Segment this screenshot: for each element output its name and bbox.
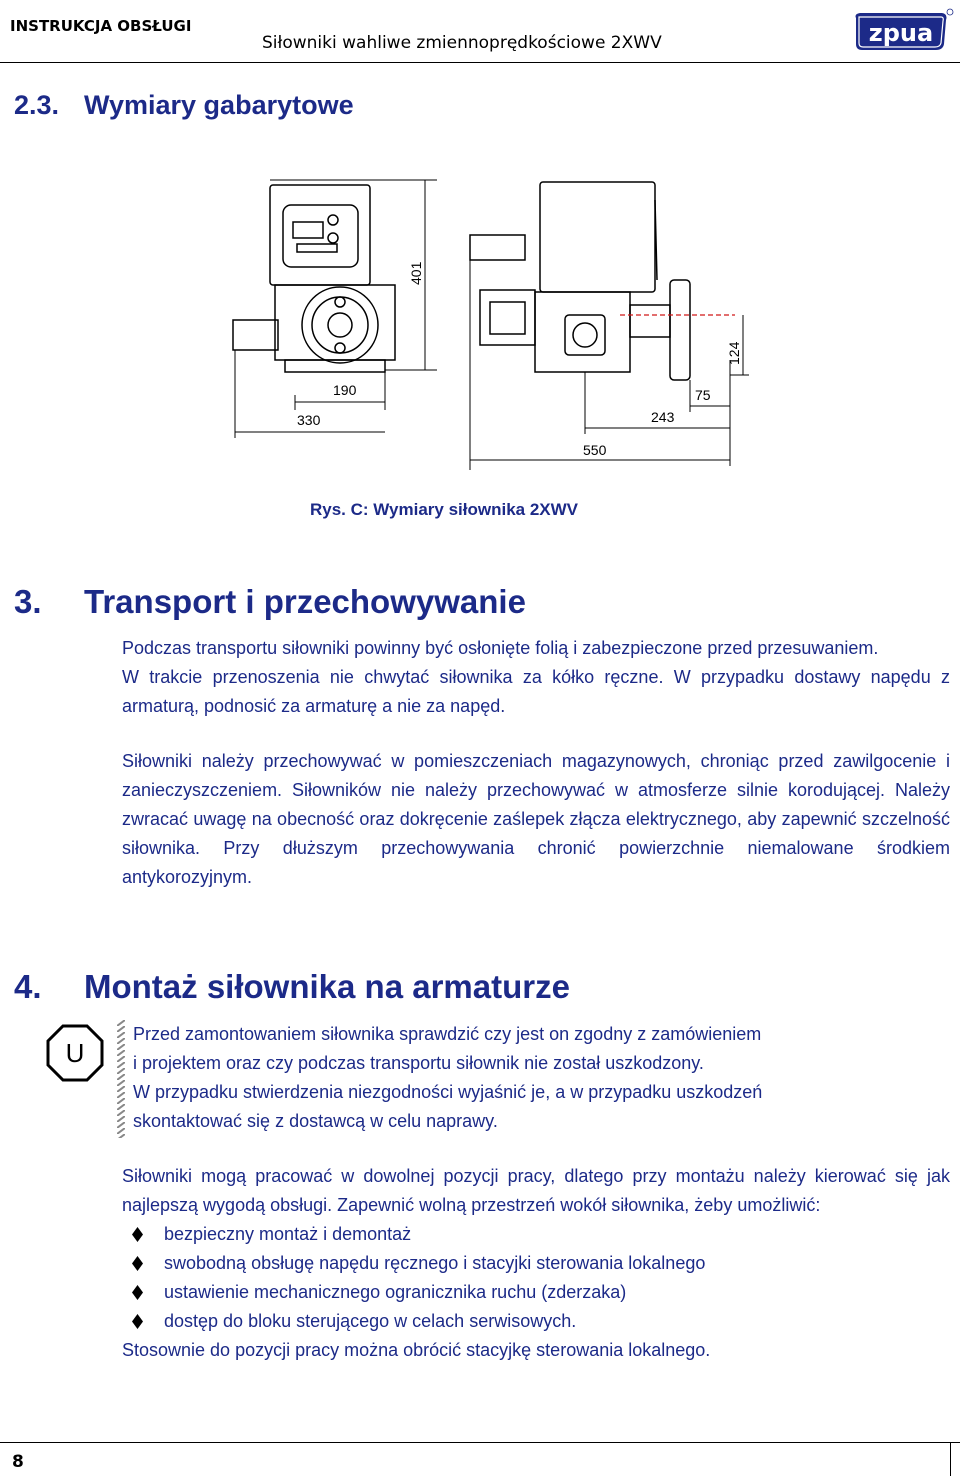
paragraph: Siłowniki należy przechowywać w pomieszczeniach magazynowych, chroniąc przed zawilgocenie i zanieczyszczeniem. Siłowników nie należy przechowywać w atmosferze silnie korodującej. Należy zwracać uwagę na obecność oraz dokręcenie zaślepek złącza elektrycznego, aby zapewnić szczelność siłownika. Przy dłuższym przechowywania chronić powierzchnie niemalowane środkiem antykorozyjnym.	[122, 751, 950, 887]
section-4-body	[122, 1162, 950, 1365]
section-number: 4.	[14, 968, 42, 1005]
figure-caption: Rys. C: Wymiary siłownika 2XWV	[310, 500, 578, 519]
header-doc-title: Siłowniki wahliwe zmiennoprędkościowe 2XWV	[262, 33, 662, 53]
diamond-bullet-icon	[132, 1227, 143, 1242]
list-item-text: dostęp do bloku sterującego w celach serwisowych.	[164, 1311, 577, 1331]
actuator-dimension-drawing	[225, 170, 765, 470]
note-hatch-bar	[117, 1020, 125, 1138]
paragraph: Siłowniki mogą pracować w dowolnej pozycji pracy, dlatego przy montażu należy kierować się jak najlepszą wygodą obsługi. Zapewnić wolną przestrzeń wokół siłownika, żeby umożliwić:	[122, 1166, 950, 1215]
header-rule	[0, 62, 960, 63]
list-item	[122, 1307, 950, 1336]
dim-550: 550	[583, 442, 607, 458]
logo-text: zpua	[868, 19, 934, 47]
diamond-bullet-icon	[132, 1285, 143, 1300]
note-line: skontaktować się z dostawcą w celu naprawy.	[133, 1111, 498, 1131]
footer-rule	[0, 1442, 960, 1443]
list-item	[122, 1278, 950, 1307]
dim-75: 75	[695, 387, 711, 403]
footer-rule-vertical	[950, 1442, 951, 1476]
warning-octagon-icon	[46, 1024, 104, 1082]
header-doc-type: INSTRUKCJA OBSŁUGI	[10, 17, 192, 35]
dim-330: 330	[297, 412, 321, 428]
page-number: 8	[12, 1452, 24, 1472]
note-text	[133, 1020, 913, 1136]
list-item	[122, 1220, 950, 1249]
list-item-text: bezpieczny montaż i demontaż	[164, 1224, 412, 1244]
section-heading-4	[14, 968, 570, 1006]
zpua-logo	[848, 8, 954, 56]
dim-243: 243	[651, 409, 675, 425]
note-line: Przed zamontowaniem siłownika sprawdzić czy jest on zgodny z zamówieniem	[133, 1024, 762, 1044]
side-view	[470, 182, 749, 470]
list-item-text: ustawienie mechanicznego ogranicznika ruchu (zderzaka)	[164, 1282, 627, 1302]
dim-401: 401	[408, 261, 424, 285]
paragraph: Stosownie do pozycji pracy można obrócić stacyjkę sterowania lokalnego.	[122, 1340, 711, 1360]
front-view	[233, 180, 437, 438]
section-number: 3.	[14, 583, 42, 620]
section-title: Transport i przechowywanie	[84, 583, 526, 620]
list-item	[122, 1249, 950, 1278]
diamond-bullet-icon	[132, 1256, 143, 1271]
section-title: Wymiary gabarytowe	[84, 90, 354, 120]
paragraph: W trakcie przenoszenia nie chwytać siłownika za kółko ręczne. W przypadku dostawy napędu z armaturą, podnosić za armaturę a nie za napęd.	[122, 667, 950, 716]
dim-190: 190	[333, 382, 357, 398]
paragraph: Podczas transportu siłowniki powinny być osłonięte folią i zabezpieczone przed przesuwaniem.	[122, 638, 879, 658]
dim-124: 124	[726, 341, 742, 365]
section-title: Montaż siłownika na armaturze	[84, 968, 570, 1005]
section-number: 2.3.	[14, 90, 60, 120]
diamond-bullet-icon	[132, 1314, 143, 1329]
bullet-list	[122, 1220, 950, 1336]
section-heading-3	[14, 583, 526, 621]
section-heading-2-3	[14, 90, 354, 121]
note-icon-letter: U	[65, 1038, 85, 1068]
note-line: W przypadku stwierdzenia niezgodności wyjaśnić je, a w przypadku uszkodzeń	[133, 1082, 763, 1102]
list-item-text: swobodną obsługę napędu ręcznego i stacyjki sterowania lokalnego	[164, 1253, 706, 1273]
section-3-body	[122, 634, 950, 892]
note-line: i projektem oraz czy podczas transportu siłownik nie został uszkodzony.	[133, 1053, 704, 1073]
